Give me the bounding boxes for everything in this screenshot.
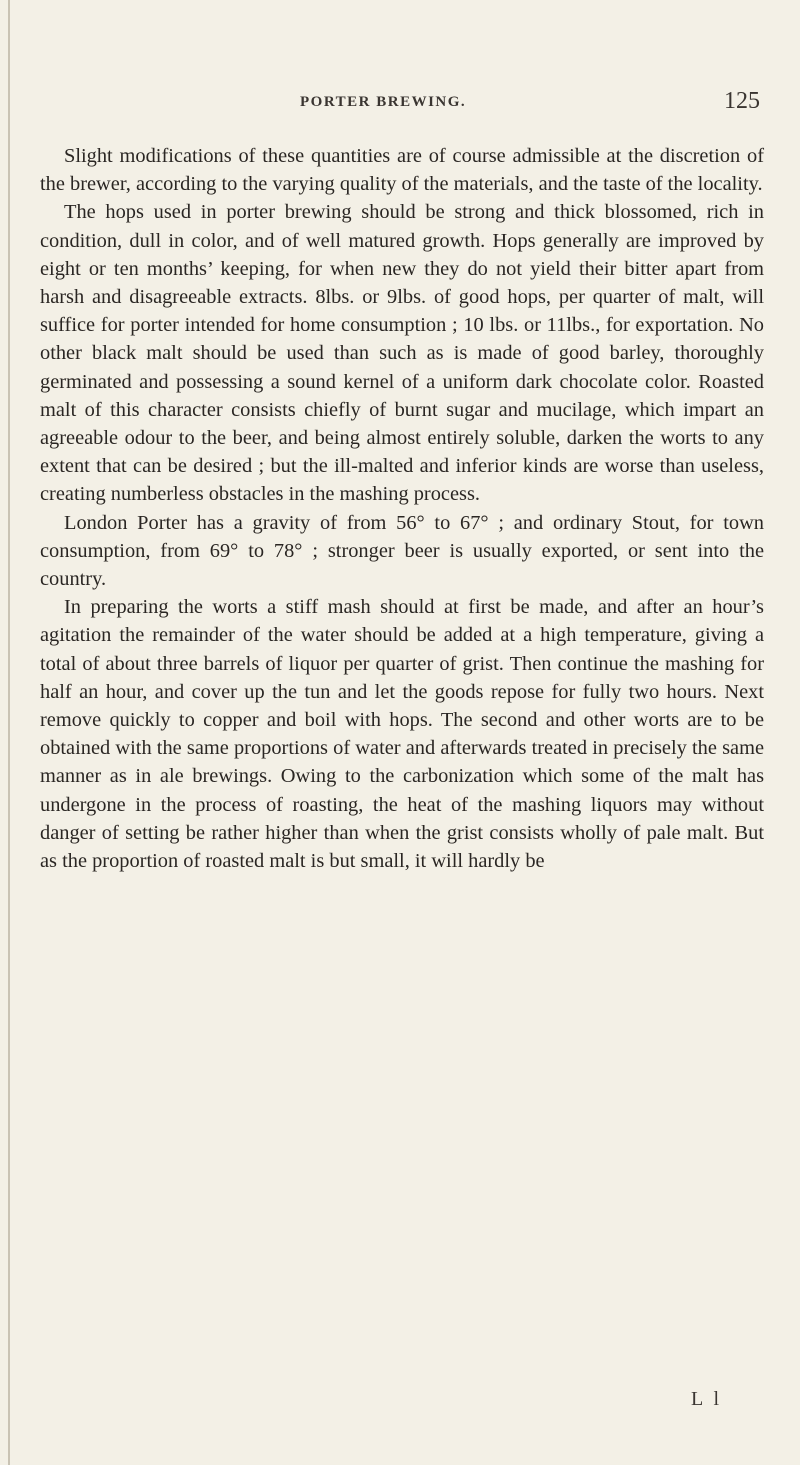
running-head: [0, 88, 800, 118]
page-number: 125: [724, 88, 760, 114]
body-text: [40, 142, 764, 875]
paragraph-gravity: London Porter has a gravity of from 56° to 67° ; and ordinary Stout, for town consumption, from 69° to 78° ; stronger beer is usually exported, or sent into the country.: [40, 511, 764, 591]
paragraph-modifications: Slight modifications of these quantities are of course admissible at the discretion of the brewer, according to the varying quality of the materials, and the taste of the locality.: [40, 145, 764, 196]
paragraph-hops: The hops used in porter brewing should be strong and thick blossomed, rich in condition, dull in color, and of well matured growth. Hops generally are improved by eight or ten months’ keeping, for when new they do not yield their bitter apart from harsh and disagreeable extracts. 8lbs. or 9lbs. of good hops, per quarter of malt, will suffice for porter intended for home consumption ; 10 lbs. or 11lbs., for exportation. No other black malt should be used than such as is made of good barley, thoroughly germinated and possessing a sound kernel of a uniform dark chocolate color. Roasted malt of this character consists chiefly of burnt sugar and mucilage, which impart an agreeable odour to the beer, and being almost entirely soluble, darken the worts to any extent that can be desired ; but the ill-malted and inferior kinds are worse than useless, creating numberless obstacles in the mashing process.: [40, 201, 764, 506]
running-title: PORTER BREWING.: [300, 94, 467, 110]
paragraph-worts: In preparing the worts a stiff mash should at first be made, and after an hour’s agitation the remainder of the water should be added at a high temperature, giving a total of about three barrels of liquor per quarter of grist. Then continue the mashing for half an hour, and cover up the tun and let the goods repose for fully two hours. Next remove quickly to copper and boil with hops. The second and other worts are to be obtained with the same proportions of water and afterwards treated in precisely the same manner as in ale brewings. Owing to the carbonization which some of the malt has undergone in the process of roasting, the heat of the mashing liquors may without danger of setting be rather higher than when the grist consists wholly of pale malt. But as the proportion of roasted malt is but small, it will hardly be: [40, 596, 764, 873]
page-edge-line: [8, 0, 10, 1465]
signature-mark: L l: [691, 1388, 723, 1410]
